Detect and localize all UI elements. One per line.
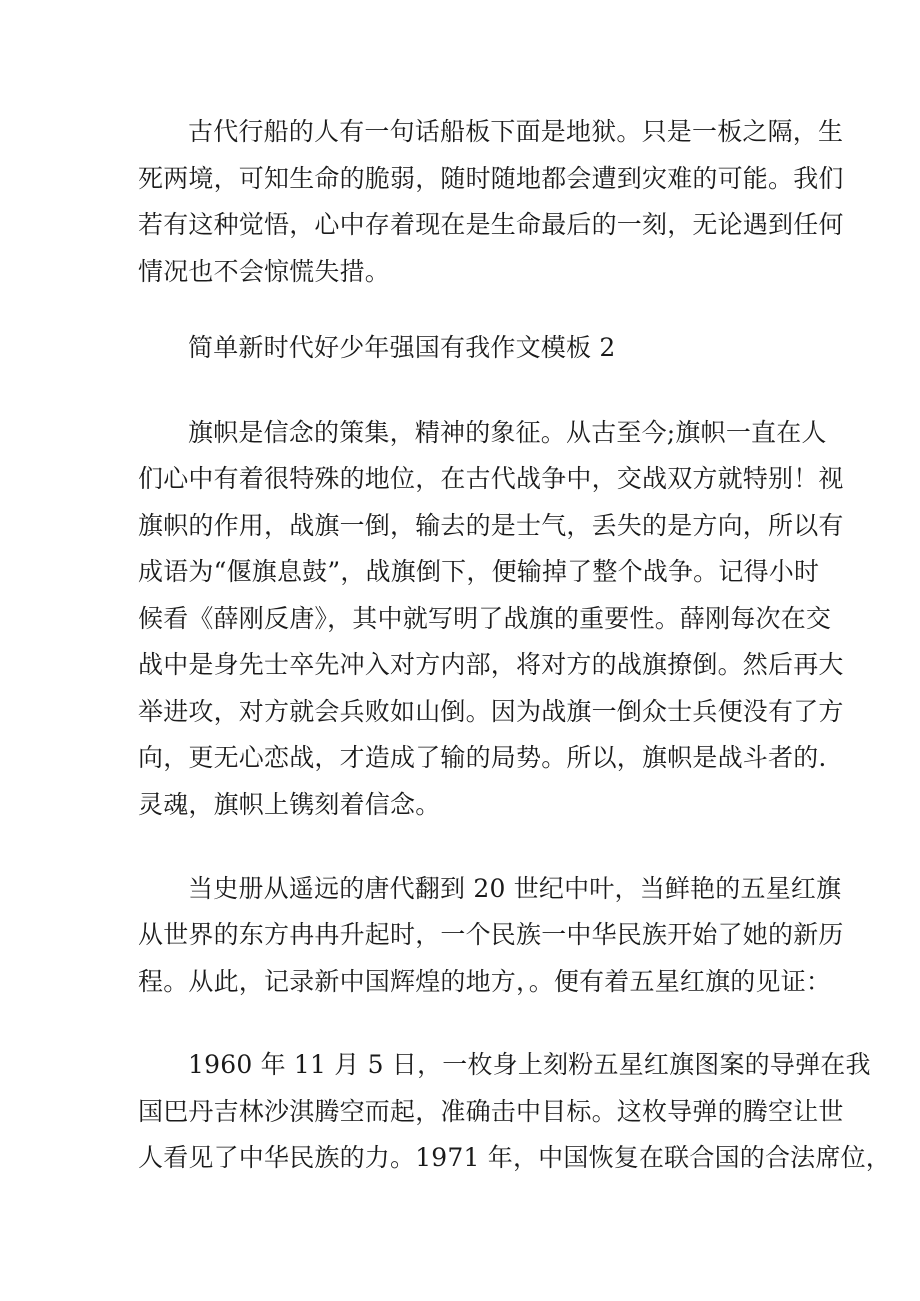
paragraph-4-line-2: 国巴丹吉林沙淇腾空而起，准确击中目标。这枚导弹的腾空让世 — [138, 1097, 844, 1126]
paragraph-3-line-2: 从世界的东方冉冉升起时，一个民族一中华民族开始了她的新历 — [138, 920, 844, 949]
paragraph-2-line-1: 旗帜是信念的策集，精神的象征。从古至今;旗帜一直在人 — [188, 418, 827, 447]
paragraph-1-line-4: 情况也不会惊慌失措。 — [138, 257, 391, 286]
paragraph-2-line-3: 旗帜的作用，战旗一倒，输去的是士气，丢失的是方向，所以有 — [138, 511, 844, 540]
paragraph-4-line-3: 人看见了中华民族的力。1971 年，中国恢复在联合国的合法席位， — [138, 1143, 891, 1172]
paragraph-2-line-9: 灵魂，旗帜上镌刻着信念。 — [138, 790, 441, 819]
paragraph-2-line-8: 向，更无心恋战，才造成了输的局势。所以，旗帜是战斗者的. — [138, 743, 827, 772]
paragraph-2-line-7: 举进攻，对方就会兵败如山倒。因为战旗一倒众士兵便没有了方 — [138, 697, 844, 726]
paragraph-3-line-1: 当史册从遥远的唐代翻到 20 世纪中叶，当鲜艳的五星红旗 — [188, 874, 842, 903]
section-heading: 简单新时代好少年强国有我作文模板 2 — [188, 333, 616, 362]
paragraph-4-line-1: 1960 年 11 月 5 日，一枚身上刻粉五星红旗图案的导弹在我 — [188, 1050, 871, 1079]
paragraph-1-line-1: 古代行船的人有一句话船板下面是地狱。只是一板之隔，生 — [188, 117, 844, 146]
paragraph-3-line-3: 程。从此，记录新中国辉煌的地方，。便有着五星红旗的见证： — [138, 967, 832, 996]
paragraph-1-line-2: 死两境，可知生命的脆弱，随时随地都会遭到灾难的可能。我们 — [138, 164, 844, 193]
paragraph-1-line-3: 若有这种觉悟，心中存着现在是生命最后的一刻，无论遇到任何 — [138, 210, 844, 239]
paragraph-2-line-4: 成语为“偃旗息鼓”，战旗倒下，便输掉了整个战争。记得小时 — [138, 557, 820, 586]
paragraph-2-line-5: 候看《薛刚反唐》，其中就写明了战旗的重要性。薛刚每次在交 — [138, 604, 832, 633]
paragraph-2-line-6: 战中是身先士卒先冲入对方内部，将对方的战旗撩倒。然后再大 — [138, 650, 844, 679]
paragraph-2-line-2: 们心中有着很特殊的地位，在古代战争中，交战双方就特别！视 — [138, 464, 844, 493]
